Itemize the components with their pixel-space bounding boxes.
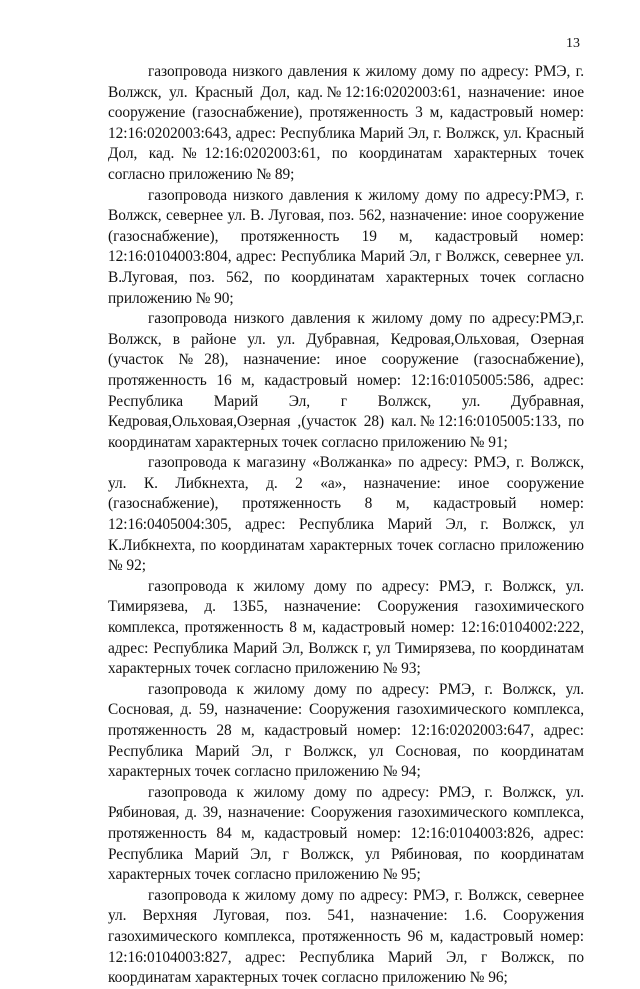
document-body [108,62,584,989]
paragraph-appendix-93: газопровода к жилому дому по адресу: РМЭ, г. Волжск, ул. Тимирязева, д. 13Б5, назначение: Сооружения газохимического комплекса, протяженность 8 м, кадастровый номер: 12:16:0104002:222, адрес: Республика Марий Эл, Волжск г, ул Тимирязева, по координатам характерных точек согласно приложению № 93; [108,577,584,678]
paragraph-appendix-91: газопровода низкого давления к жилому дому по адресу:РМЭ,г. Волжск, в районе ул. ул. Дубравная, Кедровая,Ольховая, Озерная (участок №28), назначение: иное сооружение (газоснабжение), протяженность 16 м, кадастровый номер: 12:16:0105005:586, адрес: Республика Марий Эл, г Волжск, ул. Дубравная, Кедровая,Ольховая,Озерная ,(участок 28) кал.№12:16:0105005:133, по координатам характерных точек согласно приложению № 91; [108,310,584,451]
paragraph-appendix-90: газопровода низкого давления к жилому дому по адресу:РМЭ, г. Волжск, севернее ул. В. Луговая, поз. 562, назначение: иное сооружение (газоснабжение), протяженность 19 м, кадастровый номер: 12:16:0104003:804, адрес: Республика Марий Эл, г Волжск, севернее ул. В.Луговая, поз. 562, по координатам характерных точек согласно приложению № 90; [108,186,584,307]
paragraph-appendix-92: газопровода к магазину «Волжанка» по адресу: РМЭ, г. Волжск, ул. К. Либкнехта, д. 2 «а», назначение: иное сооружение (газоснабжение), протяженность 8 м, кадастровый номер: 12:16:0405004:305, адрес: Республика Марий Эл, г. Волжск, ул К.Либкнехта, по координатам характерных точек согласно приложению № 92; [108,454,584,575]
paragraph-appendix-89: газопровода низкого давления к жилому дому по адресу: РМЭ, г. Волжск, ул. Красный Дол, кад.№12:16:0202003:61, назначение: иное сооружение (газоснабжение), протяженность 3 м, кадастровый номер: 12:16:0202003:643, адрес: Республика Марий Эл, г. Волжск, ул. Красный Дол, кад.№12:16:0202003:61, по координатам характерных точек согласно приложению № 89; [108,63,584,183]
paragraph-appendix-96: газопровода к жилому дому по адресу: РМЭ, г. Волжск, севернее ул. Верхняя Луговая, поз. 541, назначение: 1.6. Сооружения газохимического комплекса, протяженность 96 м, кадастровый номер: 12:16:0104003:827, адрес: Республика Марий Эл, г Волжск, по координатам характерных точек согласно приложению № 96; [108,886,584,987]
paragraph-appendix-94: газопровода к жилому дому по адресу: РМЭ, г. Волжск, ул. Сосновая, д. 59, назначение: Сооружения газохимического комплекса, протяженность 28 м, кадастровый номер: 12:16:0202003:647, адрес: Республика Марий Эл, г Волжск, ул Сосновая, по координатам характерных точек согласно приложению № 94; [108,680,584,781]
page-number: 13 [566,36,580,51]
paragraph-appendix-95: газопровода к жилому дому по адресу: РМЭ, г. Волжск, ул. Рябиновая, д. 39, назначение: Сооружения газохимического комплекса, протяженность 84 м, кадастровый номер: 12:16:0104003:826, адрес: Республика Марий Эл, г Волжск, ул Рябиновая, по координатам характерных точек согласно приложению № 95; [108,783,584,884]
